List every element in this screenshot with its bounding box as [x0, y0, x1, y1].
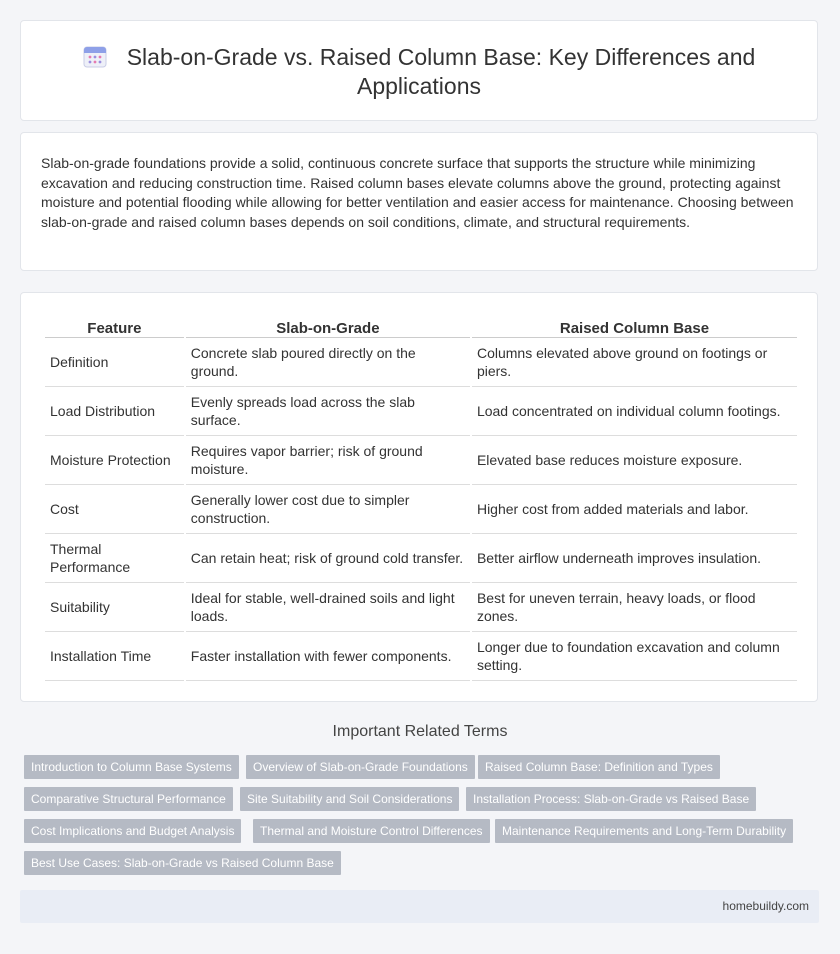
related-term-tag[interactable]: Thermal and Moisture Control Differences — [253, 819, 490, 843]
footer-site[interactable]: homebuildy.com — [722, 899, 809, 913]
table-row — [45, 632, 797, 681]
table-row — [45, 338, 797, 387]
raised-cell: Elevated base reduces moisture exposure. — [472, 436, 797, 485]
header-slab-on-grade: Slab-on-Grade — [186, 315, 470, 338]
header-card — [20, 20, 818, 121]
raised-cell: Load concentrated on individual column footings. — [472, 387, 797, 436]
comparison-card — [20, 292, 818, 702]
table-row — [45, 485, 797, 534]
footer — [20, 890, 819, 923]
raised-cell: Longer due to foundation excavation and column setting. — [472, 632, 797, 681]
related-term-tag[interactable]: Introduction to Column Base Systems — [24, 755, 239, 779]
feature-cell: Suitability — [45, 583, 184, 632]
raised-cell: Higher cost from added materials and labor. — [472, 485, 797, 534]
feature-cell: Cost — [45, 485, 184, 534]
raised-cell: Best for uneven terrain, heavy loads, or flood zones. — [472, 583, 797, 632]
page-title — [69, 43, 769, 101]
related-term-tag[interactable]: Raised Column Base: Definition and Types — [478, 755, 720, 779]
slab-cell: Ideal for stable, well-drained soils and light loads. — [186, 583, 470, 632]
related-terms-heading: Important Related Terms — [332, 723, 508, 740]
feature-cell: Load Distribution — [45, 387, 184, 436]
comparison-table — [43, 315, 799, 681]
table-row — [45, 436, 797, 485]
slab-cell: Generally lower cost due to simpler construction. — [186, 485, 470, 534]
slab-cell: Evenly spreads load across the slab surface. — [186, 387, 470, 436]
related-term-tag[interactable]: Installation Process: Slab-on-Grade vs Raised Base — [466, 787, 756, 811]
related-term-tag[interactable]: Best Use Cases: Slab-on-Grade vs Raised Column Base — [24, 851, 341, 875]
table-row — [45, 387, 797, 436]
feature-cell: Moisture Protection — [45, 436, 184, 485]
table-row — [45, 583, 797, 632]
raised-cell: Better airflow underneath improves insulation. — [472, 534, 797, 583]
slab-cell: Concrete slab poured directly on the ground. — [186, 338, 470, 387]
related-term-tag[interactable]: Site Suitability and Soil Considerations — [240, 787, 459, 811]
raised-cell: Columns elevated above ground on footings or piers. — [472, 338, 797, 387]
intro-text: Slab-on-grade foundations provide a solid, continuous concrete surface that supports the structure while minimizing excavation and reducing construction time. Raised column bases elevate columns above the ground, protecting against moisture and potential flooding while allowing for better ventilation and easier access for maintenance. Choosing between slab-on-grade and raised column bases depends on soil conditions, climate, and structural requirements. — [41, 155, 794, 230]
header-raised-column-base: Raised Column Base — [472, 315, 797, 338]
slab-cell: Can retain heat; risk of ground cold transfer. — [186, 534, 470, 583]
title-text: Slab-on-Grade vs. Raised Column Base: Key Differences and Applications — [126, 44, 756, 99]
calendar-icon — [83, 44, 107, 68]
related-term-tag[interactable]: Maintenance Requirements and Long-Term Durability — [495, 819, 793, 843]
table-row — [45, 534, 797, 583]
slab-cell: Faster installation with fewer components. — [186, 632, 470, 681]
feature-cell: Definition — [45, 338, 184, 387]
table-header-row — [45, 315, 797, 338]
related-term-tag[interactable]: Overview of Slab-on-Grade Foundations — [246, 755, 475, 779]
header-feature: Feature — [45, 315, 184, 338]
feature-cell: Thermal Performance — [45, 534, 184, 583]
feature-cell: Installation Time — [45, 632, 184, 681]
related-term-tag[interactable]: Comparative Structural Performance — [24, 787, 233, 811]
slab-cell: Requires vapor barrier; risk of ground moisture. — [186, 436, 470, 485]
related-term-tag[interactable]: Cost Implications and Budget Analysis — [24, 819, 241, 843]
intro-card — [20, 132, 818, 271]
